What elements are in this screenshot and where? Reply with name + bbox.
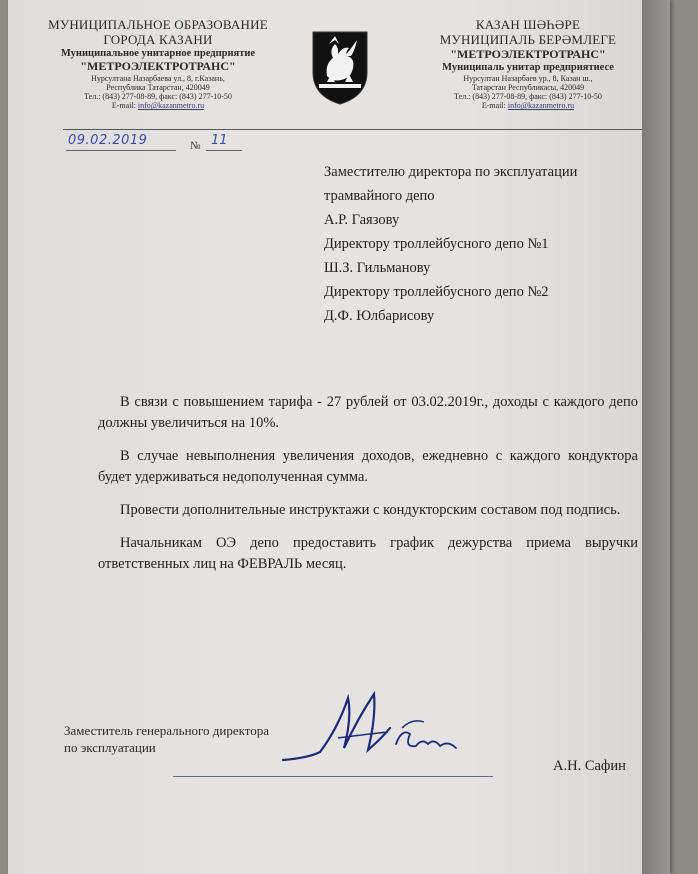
addressee-line: Директору троллейбусного депо №1	[324, 236, 549, 252]
letterhead-right-email-label: E-mail:	[481, 101, 506, 111]
registration-number-underline	[206, 150, 242, 151]
letterhead-left-line6: Республика Татарстан, 420049	[106, 82, 210, 92]
signatory-title-line1: Заместитель генерального директора	[64, 723, 270, 738]
letterhead-left-line4: "МЕТРОЭЛЕКТРОТРАНС"	[80, 58, 236, 73]
addressee-line: Д.Ф. Юлбарисову	[324, 308, 435, 324]
letterhead-left-email-row	[28, 101, 288, 110]
kazan-crest-icon	[305, 26, 375, 106]
letterhead-right-email-link[interactable]: info@kazanmetro.ru	[507, 101, 575, 111]
signatory-title-line2: по эксплуатации	[64, 740, 156, 755]
letterhead-left-line2: ГОРОДА КАЗАНИ	[103, 31, 213, 47]
addressee-line: трамвайного депо	[324, 188, 435, 204]
addressee-line: Директору троллейбусного депо №2	[324, 284, 549, 300]
addressee-line: Ш.З. Гильманову	[324, 260, 431, 276]
letterhead-right-line3: "МЕТРОЭЛЕКТРОТРАНС"	[450, 46, 606, 61]
letter-body	[98, 392, 638, 587]
page-edge-shadow	[642, 0, 670, 874]
letterhead-left-email-link[interactable]: info@kazanmetro.ru	[137, 101, 205, 111]
letterhead-right-line4: Муниципаль унитар предприятиесе	[442, 61, 614, 73]
addressee-line: Заместителю директора по эксплуатации	[324, 164, 578, 180]
signatory-name: А.Н. Сафин	[553, 758, 626, 774]
letterhead-right-line5: Нурсултан Назарбаев ур., 8, Казан ш.,	[463, 73, 593, 83]
letterhead-right-line7: Тел.: (843) 277-08-89, факс: (843) 277-10-50	[454, 92, 602, 102]
letterhead-left	[28, 18, 288, 110]
addressee-line: А.Р. Гаязову	[324, 212, 400, 228]
letterhead-left-email-label: E-mail:	[111, 101, 136, 111]
signatory-title	[64, 722, 269, 756]
letterhead-left-line1: МУНИЦИПАЛЬНОЕ ОБРАЗОВАНИЕ	[48, 17, 268, 32]
letterhead-left-line5: Нурсултана Назарбаева ул., 8, г.Казань,	[91, 73, 225, 83]
addressee-block	[324, 160, 577, 328]
body-paragraph: В связи с повышением тарифа - 27 рублей от 03.02.2019г., доходы с каждого депо должны увеличиться на 10%.	[98, 394, 638, 431]
body-paragraph: В случае невыполнения увеличения доходов, ежедневно с каждого кондуктора будет удерживаться недополученная сумма.	[98, 448, 638, 485]
registration-date: 09.02.2019	[68, 133, 148, 148]
letterhead-divider	[63, 129, 658, 130]
letterhead-right-line2: МУНИЦИПАЛЬ БЕРӘМЛЕГЕ	[439, 31, 617, 47]
letterhead-right	[403, 18, 653, 110]
registration-date-underline	[66, 150, 176, 151]
body-paragraph: Начальникам ОЭ депо предоставить график дежурства приема выручки ответственных лиц на ФЕВРАЛЬ месяц.	[98, 535, 638, 572]
body-paragraph: Провести дополнительные инструктажи с кондукторским составом под подпись.	[120, 502, 621, 518]
registration-number: 11	[211, 133, 228, 148]
letterhead-left-line7: Тел.: (843) 277-08-89, факс: (843) 277-10-50	[84, 92, 232, 102]
letterhead-right-email-row	[403, 101, 653, 110]
letterhead-right-line6: Татарстан Республикасы, 420049	[471, 82, 585, 92]
letterhead-left-line3: Муниципальное унитарное предприятие	[60, 47, 256, 59]
letterhead-right-line1: КАЗАН ШӘҺӘРЕ	[475, 17, 581, 32]
letter-page	[8, 0, 670, 874]
signature-line	[173, 776, 493, 777]
handwritten-signature	[278, 688, 468, 768]
registration-number-label: №	[190, 140, 201, 152]
